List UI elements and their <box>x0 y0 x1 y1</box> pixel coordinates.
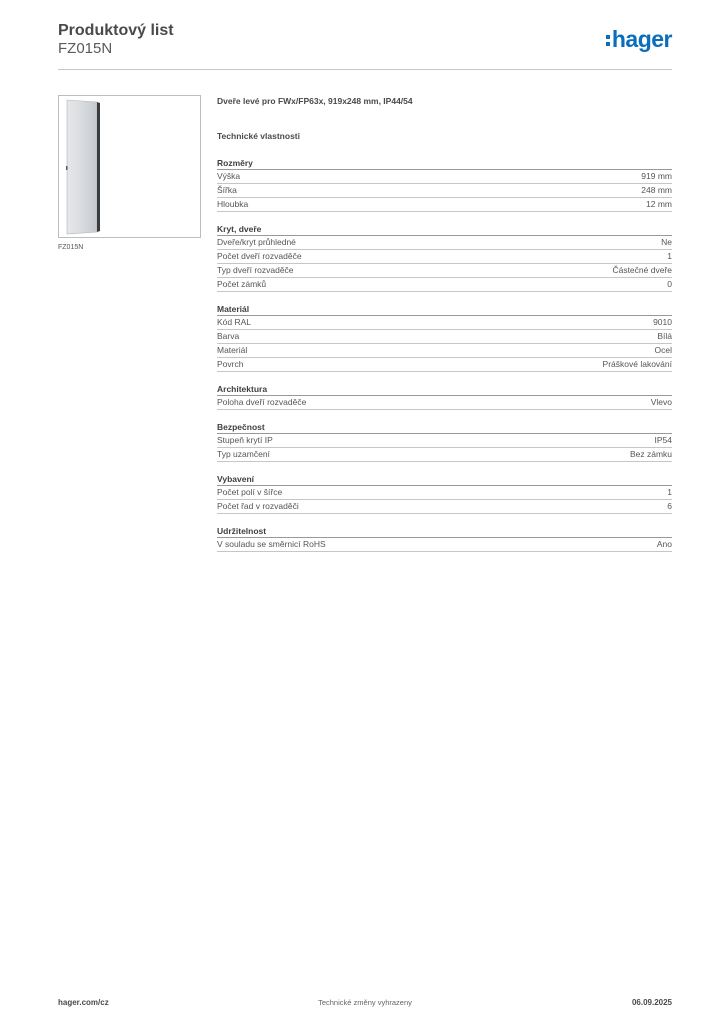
spec-row <box>217 358 672 372</box>
spec-value: 248 mm <box>641 185 672 195</box>
spec-value: IP54 <box>654 435 672 445</box>
spec-row <box>217 250 672 264</box>
spec-value: Ano <box>656 539 672 549</box>
spec-label: Kód RAL <box>217 317 252 327</box>
spec-row <box>217 448 672 462</box>
spec-value: Vlevo <box>650 397 672 407</box>
spec-label: Typ uzamčení <box>217 449 270 459</box>
spec-section <box>217 383 672 410</box>
spec-row <box>217 236 672 250</box>
spec-value: Ocel <box>654 345 672 355</box>
spec-row <box>217 396 672 410</box>
spec-value: 6 <box>667 501 672 511</box>
product-content <box>217 95 672 552</box>
spec-section <box>217 473 672 514</box>
spec-label: Výška <box>217 171 241 181</box>
product-code: FZ015N <box>58 40 113 57</box>
spec-row <box>217 264 672 278</box>
spec-value: Částečné dveře <box>612 265 672 275</box>
spec-row <box>217 330 672 344</box>
spec-label: Hloubka <box>217 199 249 209</box>
spec-label: Počet polí v šířce <box>217 487 283 497</box>
logo-dots-icon <box>606 35 610 46</box>
spec-section <box>217 421 672 462</box>
spec-section <box>217 223 672 292</box>
spec-row <box>217 538 672 552</box>
product-image <box>58 95 201 238</box>
spec-row <box>217 316 672 330</box>
spec-value: 0 <box>667 279 672 289</box>
spec-row <box>217 434 672 448</box>
logo-text: hager <box>611 25 672 52</box>
section-title: Bezpečnost <box>217 421 672 434</box>
spec-label: Šířka <box>217 185 237 195</box>
spec-row <box>217 278 672 292</box>
spec-value: Ne <box>661 237 672 247</box>
page-footer <box>58 997 672 1009</box>
spec-row <box>217 500 672 514</box>
spec-label: Počet zámků <box>217 279 267 289</box>
spec-label: Počet řad v rozvaděči <box>217 501 299 511</box>
spec-row <box>217 344 672 358</box>
spec-section <box>217 303 672 372</box>
footer-website-link[interactable]: hager.com/cz <box>58 998 109 1007</box>
spec-label: Barva <box>217 331 240 341</box>
hager-logo <box>606 26 672 52</box>
spec-section <box>217 525 672 552</box>
spec-label: Materiál <box>217 345 248 355</box>
spec-label: V souladu se směrnicí RoHS <box>217 539 326 549</box>
spec-label: Dveře/kryt průhledné <box>217 237 296 247</box>
door-panel-illustration <box>59 96 200 237</box>
page-header <box>58 20 672 70</box>
spec-label: Stupeň krytí IP <box>217 435 273 445</box>
spec-row <box>217 170 672 184</box>
section-title: Udržitelnost <box>217 525 672 538</box>
spec-value: 1 <box>667 251 672 261</box>
section-title: Kryt, dveře <box>217 223 672 236</box>
document-title: Produktový list <box>58 22 174 39</box>
footer-date: 06.09.2025 <box>631 998 672 1007</box>
spec-label: Typ dveří rozvaděče <box>217 265 294 275</box>
section-title: Architektura <box>217 383 672 396</box>
specification-sections <box>217 157 672 552</box>
spec-row <box>217 198 672 212</box>
spec-value: 9010 <box>653 317 672 327</box>
footer-note: Technické změny vyhrazeny <box>318 998 412 1007</box>
technical-properties-heading: Technické vlastnosti <box>217 131 300 141</box>
spec-label: Poloha dveří rozvaděče <box>217 397 307 407</box>
spec-value: 1 <box>667 487 672 497</box>
product-description: Dveře levé pro FWx/FP63x, 919x248 mm, IP44/54 <box>217 96 413 106</box>
spec-label: Počet dveří rozvaděče <box>217 251 302 261</box>
spec-row <box>217 184 672 198</box>
spec-value: Bez zámku <box>629 449 672 459</box>
spec-value: Bílá <box>657 331 672 341</box>
section-title: Materiál <box>217 303 672 316</box>
spec-label: Povrch <box>217 359 244 369</box>
spec-value: 12 mm <box>646 199 672 209</box>
section-title: Rozměry <box>217 157 672 170</box>
spec-value: 919 mm <box>641 171 672 181</box>
spec-section <box>217 157 672 212</box>
spec-value: Práškové lakování <box>602 359 672 369</box>
image-caption: FZ015N <box>58 244 84 251</box>
section-title: Vybavení <box>217 473 672 486</box>
spec-row <box>217 486 672 500</box>
